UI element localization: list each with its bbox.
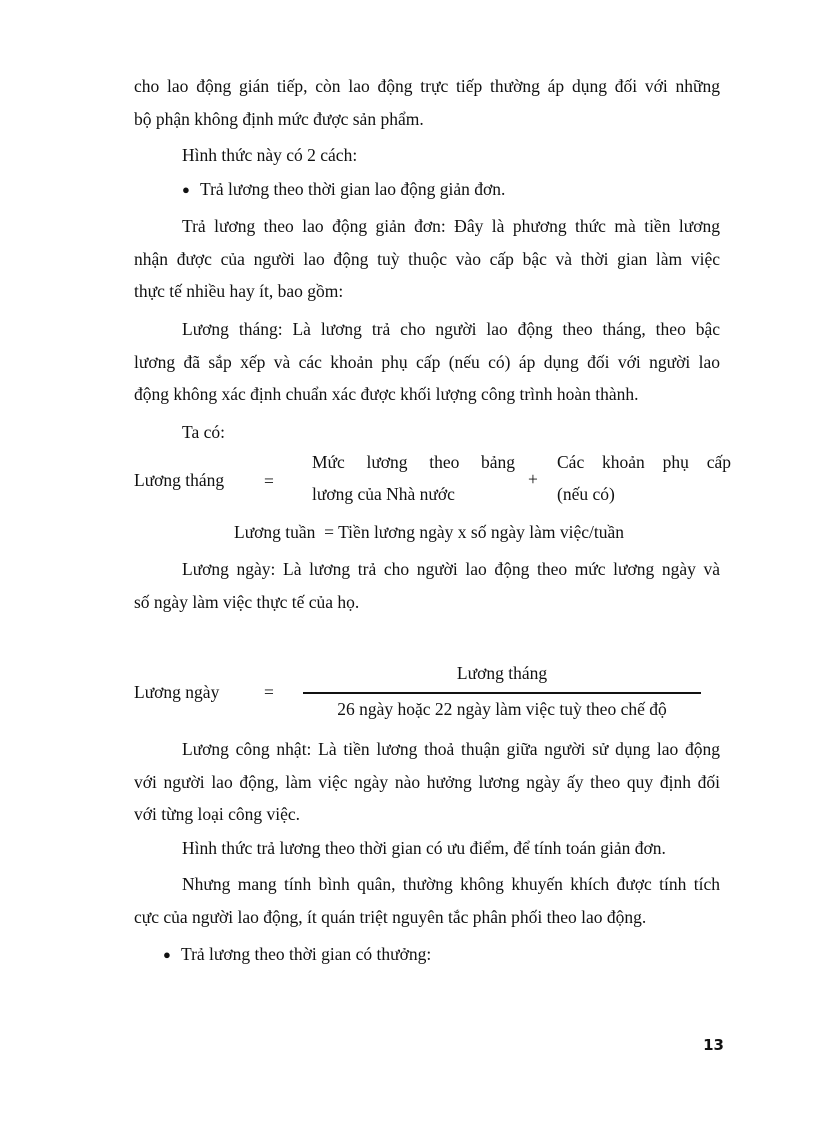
- text-line: với từng loại công việc.: [134, 804, 300, 824]
- formula-line: lương của Nhà nước: [312, 484, 455, 504]
- bullet-item: [182, 177, 505, 202]
- formula-daily-denominator: 26 ngày hoặc 22 ngày làm việc tuỳ theo chế độ: [337, 699, 667, 719]
- paragraph-monthly-wage: [134, 313, 720, 411]
- bullet-icon: ●: [163, 947, 171, 962]
- paragraph-we-have: Ta có:: [182, 422, 225, 442]
- page-number: 13: [703, 1036, 724, 1054]
- text-line: bộ phận không định mức được sản phẩm.: [134, 108, 424, 129]
- bullet-text: Trả lương theo thời gian có thưởng:: [181, 944, 432, 964]
- text-line: Lương ngày: Là lương trả cho người lao động theo mức lương ngày và: [182, 559, 720, 579]
- paragraph-advantages: Hình thức trả lương theo thời gian có ưu điểm, để tính toán giản đơn.: [182, 838, 666, 858]
- formula-daily-numerator: Lương tháng: [456, 663, 548, 683]
- paragraph-disadvantages: [134, 868, 720, 933]
- text-line: lương đã sắp xếp và các khoản phụ cấp (nếu có) áp dụng đối với người lao: [134, 351, 720, 372]
- formula-monthly-term2: [557, 450, 731, 514]
- formula-daily-equals: =: [264, 682, 274, 702]
- bullet-item: [163, 942, 431, 967]
- text-line: cho lao động gián tiếp, còn lao động trực tiếp thường áp dụng đối với những: [134, 76, 720, 96]
- text-line: động không xác định chuẩn xác được khối lượng công trình hoàn thành.: [134, 384, 639, 404]
- paragraph-daily-wage: [134, 553, 720, 618]
- text-line: Trả lương theo lao động giản đơn: Đây là phương thức mà tiền lương: [182, 216, 720, 236]
- formula-line: Mức lương theo bảng: [312, 452, 515, 472]
- text-line: với người lao động, làm việc ngày nào hưởng lương ngày ấy theo quy định đối: [134, 771, 720, 792]
- paragraph-continuation: [134, 70, 720, 135]
- bullet-icon: ●: [182, 182, 190, 197]
- text-line: Nhưng mang tính bình quân, thường không khuyến khích được tính tích: [182, 874, 720, 894]
- paragraph-day-labor-wage: [134, 733, 720, 831]
- paragraph-methods-intro: Hình thức này có 2 cách:: [182, 145, 358, 165]
- paragraph-simple-wage: [134, 210, 720, 308]
- text-line: thực tế nhiều hay ít, bao gồm:: [134, 281, 344, 301]
- text-line: Lương công nhật: Là tiền lương thoả thuận giữa người sử dụng lao động: [182, 739, 720, 759]
- formula-monthly-plus: +: [528, 469, 538, 489]
- formula-line: (nếu có): [557, 484, 615, 504]
- formula-monthly-lhs: Lương tháng: [134, 470, 225, 490]
- text-line: Lương tháng: Là lương trả cho người lao động theo tháng, theo bậc: [182, 319, 720, 339]
- bullet-text: Trả lương theo thời gian lao động giản đơn.: [200, 179, 506, 199]
- formula-daily-lhs: Lương ngày: [134, 682, 220, 702]
- formula-line: Các khoản phụ cấp: [557, 452, 731, 472]
- text-line: nhận được của người lao động tuỳ thuộc vào cấp bậc và thời gian làm việc: [134, 248, 720, 269]
- fraction-bar: [303, 692, 701, 694]
- formula-monthly-equals: =: [264, 471, 274, 491]
- text-line: cực của người lao động, ít quán triệt nguyên tắc phân phối theo lao động.: [134, 906, 647, 927]
- text-line: số ngày làm việc thực tế của họ.: [134, 591, 360, 612]
- formula-monthly-term1: [312, 450, 515, 514]
- formula-weekly: Lương tuần = Tiền lương ngày x số ngày làm việc/tuần: [234, 522, 625, 542]
